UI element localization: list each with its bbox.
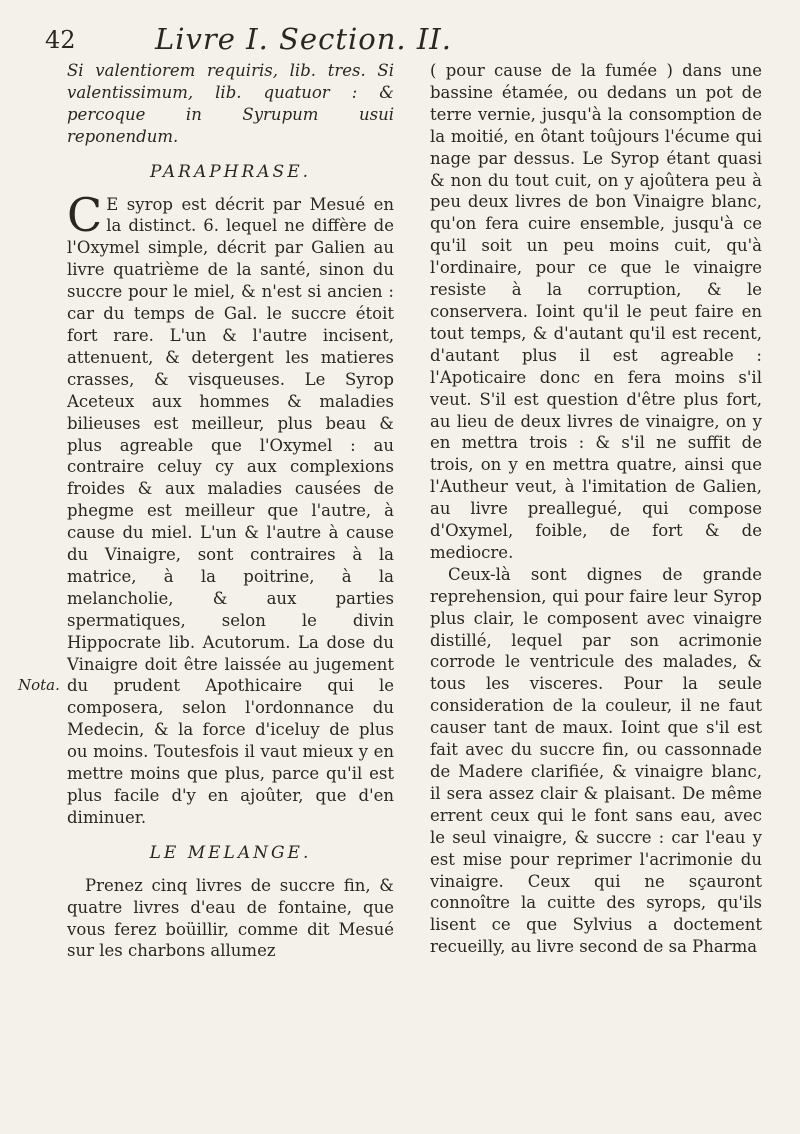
page-header — [45, 18, 765, 62]
latin-prescription: Si valentiorem requiris, lib. tres. Si valentissimum, lib. quatuor : & percoque in Syrupum usui reponendum. — [67, 61, 394, 146]
right-paragraph-2: Ceux-là sont dignes de grande reprehension, qui pour faire leur Syrop plus clair, le composent avec vinaigre distillé, lequel par son acrimonie corrode le ventricule des malades, & tous les visceres. Pour la seule consideration de la couleur, il ne faut causer tant de maux. Ioint que s'il est fait avec du succre fin, ou cassonnade de Madere clarifiée, & vinaigre blanc, il sera assez clair & plaisant. De même errent ceux qui le font sans eau, avec le seul vinaigre, & succre : car l'eau y est mise pour reprimer l'acrimonie du vinaigre. Ceux qui ne sçauront connoître la cuitte des syrops, qu'ils lisent ce que Sylvius a doctement recueilly, au livre second de sa Pharma — [430, 564, 762, 957]
drop-cap: C — [67, 187, 103, 242]
paraphrase-heading: PARAPHRASE. — [149, 161, 312, 182]
right-paragraph-1: ( pour cause de la fumée ) dans une bassine étamée, ou dedans un pot de terre vernie, jusqu'à la consomption de la moitié, en ôtant toûjours l'écume qui nage par dessus. Le Syrop étant quasi & non du tout cuit, on y ajoûtera peu à peu deux livres de bon Vinaigre blanc, qu'on fera cuire ensemble, jusqu'à ce qu'il soit un peu moins cuit, qu'à l'ordinaire, pour ce que le vinaigre resiste à la corruption, & le conservera. Ioint qu'il le peut faire en tout temps, & d'autant qu'il est recent, d'autant plus il est agreable : l'Apoticaire donc en fera moins s'il veut. S'il est question d'être plus fort, au lieu de deux livres de vinaigre, on y en mettra trois : & s'il ne suffit de trois, on y en mettra quatre, ainsi que l'Autheur veut, à l'imitation de Galien, au livre preallegué, qui compose d'Oxymel, foible, de fort & de mediocre. — [430, 61, 762, 562]
running-title: Livre I. Section. II. — [155, 22, 452, 56]
page-number: 42 — [45, 26, 76, 54]
paraphrase-text — [67, 187, 394, 829]
left-column — [67, 60, 394, 962]
melange-text: Prenez cinq livres de succre fin, & quatre livres d'eau de fontaine, que vous ferez boüillir, comme dit Mesué sur les charbons allumez — [67, 875, 394, 961]
melange-heading: LE MELANGE. — [149, 842, 312, 863]
paraphrase-body: E syrop est décrit par Mesué en la distinct. 6. lequel ne diffère de l'Oxymel simple, décrit par Galien au livre quatrième de la santé, sinon du succre pour le miel, & n'est si ancien : car du temps de Gal. le succre étoit fort rare. L'un & l'autre incisent, attenuent, & detergent les matieres crasses, & visqueuses. Le Syrop Aceteux aux hommes & maladies bilieuses est meilleur, plus beau & plus agreable que l'Oxymel : au contraire celuy cy aux complexions froides & aux maladies causées de phegme est meilleur que l'autre, à cause du miel. L'un & l'autre à cause du Vinaigre, sont contraires à la matrice, à la poitrine, à la melancholie, & aux parties spermatiques, selon le divin Hippocrate lib. Acutorum. La dose du Vinaigre doit être laissée au jugement du prudent Apothicaire qui le composera, selon l'ordonnance du Medecin, & la force d'iceluy de plus ou moins. Toutesfois il vaut mieux y en mettre moins que plus, parce qu'il est plus facile d'y en ajoûter, que d'en diminuer. — [67, 194, 394, 827]
margin-note: Nota. — [18, 676, 60, 694]
right-column — [430, 60, 762, 958]
